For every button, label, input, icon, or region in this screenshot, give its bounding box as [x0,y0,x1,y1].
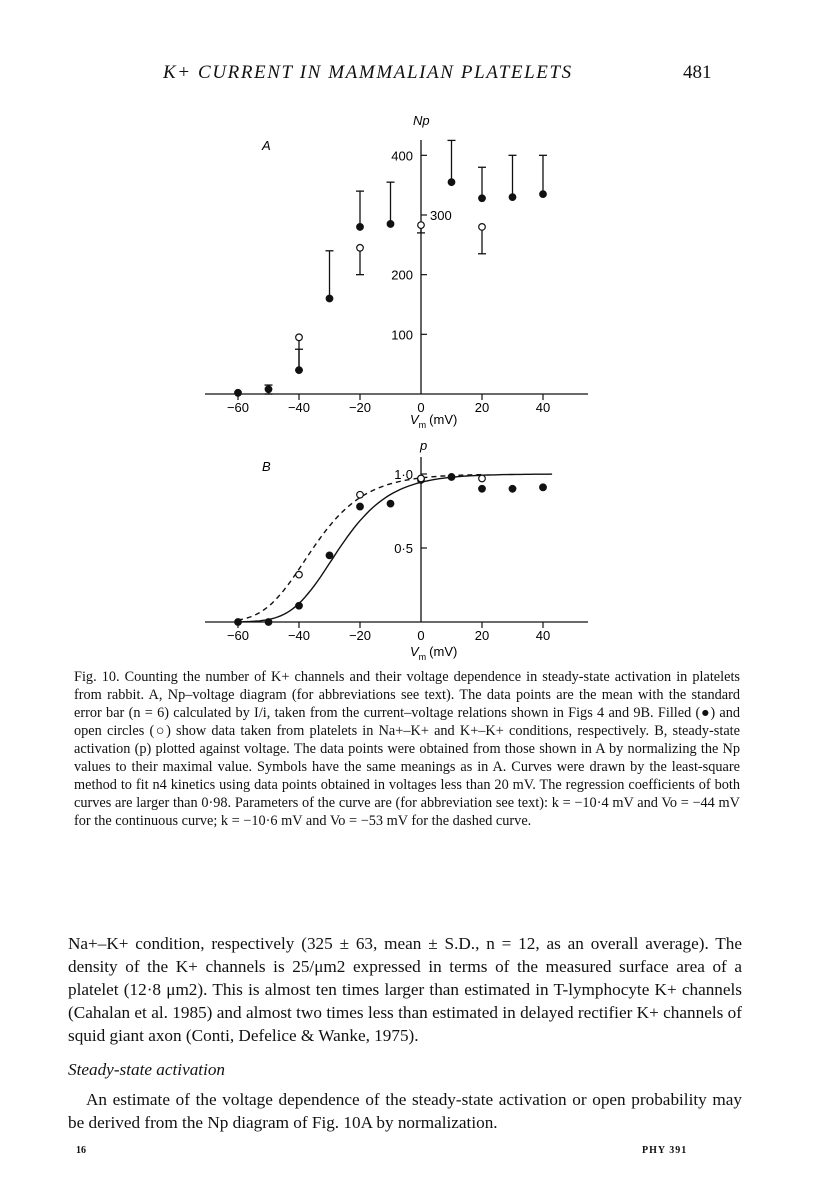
filled-point [509,486,516,493]
filled-point [479,195,486,202]
filled-point [387,500,394,507]
filled-point [448,179,455,186]
filled-point [326,552,333,559]
paragraph-text: An estimate of the voltage dependence of the steady-state activation or open probability may be derived from the Np diagram of Fig. 10A by normalization. [68,1090,742,1132]
panel-a-ylabel: Np [413,113,430,128]
x-tick-label: −60 [226,400,250,415]
x-tick-label: −20 [348,400,372,415]
footer-journal-code: PHY 391 [642,1145,688,1156]
filled-point [326,295,333,302]
panel-b-xlabel: $V_m$ (mV) [410,644,458,662]
section-heading: Steady-state activation [68,1060,226,1079]
x-tick-label: 0 [417,400,425,415]
open-point [296,571,303,578]
open-point [296,334,303,341]
filled-point [235,390,242,397]
panel-b-x-ticks [227,622,550,643]
filled-point [265,386,272,393]
footer-signature-number: 16 [76,1145,86,1156]
x-tick-label: 0 [417,628,425,643]
page-number: 481 [683,62,712,83]
x-tick-label: 20 [474,400,490,415]
open-point [418,222,425,229]
open-point [418,475,425,482]
body-paragraph-2 [68,1088,742,1134]
filled-point [540,191,547,198]
x-tick-label: −60 [226,628,250,643]
running-title: K+ CURRENT IN MAMMALIAN PLATELETS [163,62,573,83]
y-tick-label: 300 [430,207,452,223]
paragraph-text: Na+–K+ condition, respectively (325 ± 63, mean ± S.D., n = 12, as an overall average). The density of the K+ channels is 25/μm2 expressed in terms of the measured surface area of a platelet (12·8 μm2). This is almost ten times larger than estimated in T-lymphocyte K+ channels (Cahalan et al. 1985) and almost two times less than estimated in delayed rectifier K+ channels of squid giant axon (Conti, Defelice & Wanke, 1975). [68,934,742,1045]
panel-b-label: B [262,459,271,474]
figure-caption [74,668,740,830]
panel-a-xlabel: $V_m$ (mV) [410,412,458,430]
y-tick-label: 100 [391,327,413,343]
filled-point [448,474,455,481]
y-tick-label: 200 [391,267,413,283]
x-tick-label: 20 [474,628,490,643]
filled-point [540,484,547,491]
filled-point [387,221,394,228]
body-paragraph-1 [68,932,742,1047]
filled-point [357,224,364,231]
filled-point [357,503,364,510]
x-tick-label: −40 [287,628,311,643]
x-tick-label: 40 [535,400,551,415]
y-tick-label: 400 [391,148,413,164]
filled-point [265,619,272,626]
filled-point [479,486,486,493]
panel-a-x-ticks [227,394,550,415]
open-point [357,491,364,498]
panel-a-label: A [262,138,271,153]
y-tick-label: 1·0 [394,467,413,482]
filled-point [235,619,242,626]
x-tick-label: −20 [348,628,372,643]
panel-b-ylabel: p [420,438,428,453]
filled-point [509,194,516,201]
open-point [479,224,486,231]
y-tick-label: 0·5 [394,541,413,556]
x-tick-label: 40 [535,628,551,643]
open-point [479,475,486,482]
panel-b-data [235,474,547,626]
x-tick-label: −40 [287,400,311,415]
caption-text: Fig. 10. Counting the number of K+ channels and their voltage dependence in steady-state activation in platelets from rabbit. A, Np–voltage diagram (for abbreviations see text). The data points are the mean with the standard error bar (n = 6) calculated by I/i, taken from the current–voltage relations shown in Figs 4 and 9B. Filled (●) and open circles (○) show data taken from platelets in Na+–K+ and K+–K+ conditions, respectively. B, steady-state activation (p) plotted against voltage. The data points were obtained from those shown in A by normalizing the Np values to their maximal value. Symbols have the same meanings as in A. Curves were drawn by the least-square method to fit n4 kinetics using data points obtained in voltages less than 20 mV. The regression coefficients of both curves are larger than 0·98. Parameters of the curve are (for abbreviation see text): k = −10·4 mV and Vo = −44 mV for the continuous curve; k = −10·6 mV and Vo = −53 mV for the dashed curve. [74,669,740,829]
filled-point [296,602,303,609]
open-point [357,245,364,252]
